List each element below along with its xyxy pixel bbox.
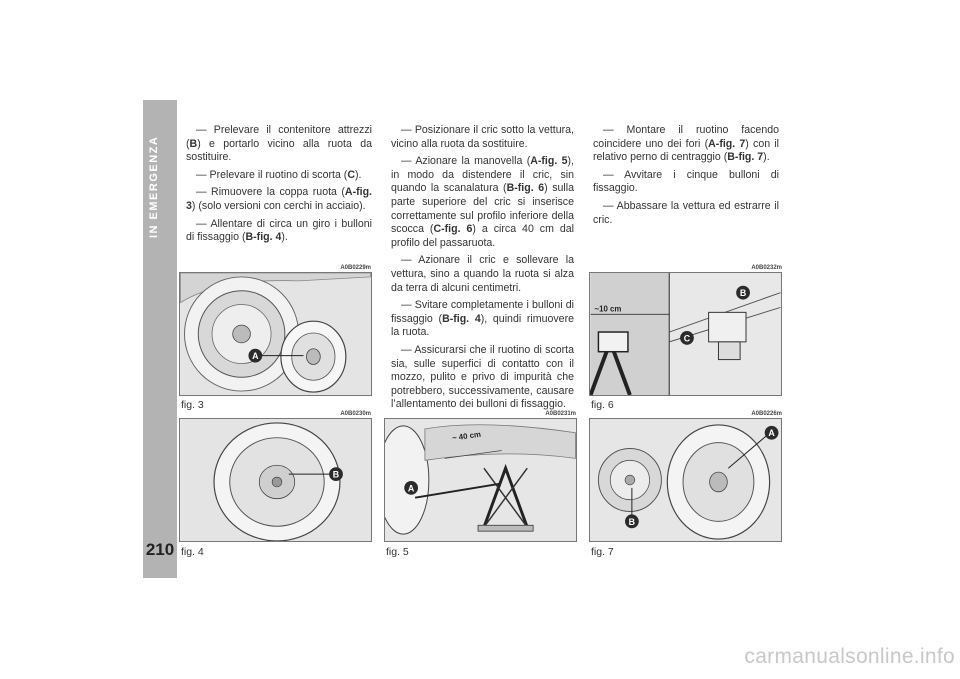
text-run: — Allentare di circa un giro i bulloni di fissaggio ( <box>186 217 372 244</box>
figure-caption-fig7: fig. 7 <box>591 546 614 558</box>
callout-a-label: A <box>407 483 415 494</box>
fig5-measure-label: ~ 40 cm <box>451 429 482 443</box>
text-run: ), quindi rimuovere la ruota. <box>391 312 574 339</box>
text-run: ). <box>763 151 770 164</box>
figure-fig5 <box>384 418 577 542</box>
figure-code-fig4: A0B0230m <box>340 411 371 417</box>
text-run: — Rimuovere la coppa ruota ( <box>196 186 345 199</box>
callout-a-label: A <box>252 351 259 362</box>
figure-reference: A-fig. 5 <box>530 155 568 168</box>
figure-code-fig6: A0B0232m <box>751 265 782 271</box>
paragraph <box>593 200 779 227</box>
callout-b-label: B <box>332 469 340 480</box>
fig6-illustration <box>590 273 781 395</box>
paragraph <box>391 299 574 340</box>
text-run: — Prelevare il ruotino di scorta ( <box>196 168 348 181</box>
text-column-2 <box>391 124 574 416</box>
text-run: ). <box>281 231 288 244</box>
figure-reference: A-fig. 7 <box>708 137 746 150</box>
figure-code-fig3: A0B0229m <box>340 265 371 271</box>
callout-b-label: B <box>628 516 636 527</box>
callout-a-label: A <box>768 428 775 439</box>
text-run: — Posizionare il cric sotto la vettura, vicino alla ruota da sostituire. <box>391 124 574 150</box>
text-run: ) con il relativo perno di centraggio ( <box>593 137 780 164</box>
section-title: IN EMERGENZA <box>148 135 160 238</box>
text-run: — Assicurarsi che il ruotino di scorta sia, sulle superfici di contatto con il mozzo, pulito e privo di impurità che potrebbero, successivamente, causare l’allentamento dei bulloni di fissaggio. <box>391 343 574 411</box>
text-run: — Azionare il cric e sollevare la vettura, sino a quando la ruota si alza da terra di alcuni centimetri. <box>391 254 574 294</box>
paragraph <box>391 254 574 295</box>
text-column-1 <box>186 124 372 249</box>
paragraph <box>593 169 779 196</box>
figure-reference: B <box>189 137 198 150</box>
figure-reference: A-fig. 3 <box>186 186 372 212</box>
figure-fig4 <box>179 418 372 542</box>
text-run: — Avvitare i cinque bulloni di fissaggio. <box>593 168 779 195</box>
figure-reference: B-fig. 4 <box>442 312 481 325</box>
fig5-illustration <box>385 419 576 541</box>
figure-caption-fig4: fig. 4 <box>181 546 204 558</box>
figure-reference: B-fig. 4 <box>245 231 282 244</box>
fig4-illustration <box>180 419 371 541</box>
text-run: ) sulla parte superiore del cric si inserisce correttamente sul profilo inferiore della scocca ( <box>391 182 575 236</box>
figure-caption-fig5: fig. 5 <box>386 546 409 558</box>
fig7-illustration <box>590 419 781 541</box>
paragraph <box>593 124 779 165</box>
figure-fig3 <box>179 272 372 396</box>
text-column-3 <box>593 124 779 231</box>
watermark: carmanualsonline.info <box>744 645 955 668</box>
figure-fig6 <box>589 272 782 396</box>
text-run: — Abbassare la vettura ed estrarre il cric. <box>593 199 779 226</box>
paragraph <box>391 155 574 250</box>
figure-code-fig7: A0B0226m <box>751 411 782 417</box>
text-run: — Montare il ruotino facendo coincidere uno dei fori ( <box>593 124 779 150</box>
paragraph <box>186 169 372 183</box>
figure-reference: C-fig. 6 <box>433 223 473 236</box>
text-run: — Azionare la manovella ( <box>401 155 531 168</box>
text-run: ) a circa 40 cm dal profilo del passaruota. <box>391 223 575 249</box>
text-run: — Prelevare il contenitore attrezzi ( <box>186 124 372 150</box>
paragraph <box>186 186 372 213</box>
fig6-measure-label: ~10 cm <box>594 304 622 314</box>
page-number: 210 <box>145 540 175 559</box>
fig3-illustration <box>180 273 371 395</box>
figure-fig7 <box>589 418 782 542</box>
figure-reference: C <box>347 168 355 181</box>
callout-c-label: C <box>683 333 691 344</box>
paragraph <box>391 344 574 412</box>
paragraph <box>186 124 372 165</box>
figure-code-fig5: A0B0231m <box>545 411 576 417</box>
figure-caption-fig3: fig. 3 <box>181 399 204 411</box>
paragraph <box>186 218 372 245</box>
paragraph <box>391 124 574 151</box>
text-run: ), in modo da distendere il cric, sin quando la scanalatura ( <box>391 155 574 195</box>
text-run: ) e portarlo vicino alla ruota da sostituire. <box>186 137 372 164</box>
figure-caption-fig6: fig. 6 <box>591 399 614 411</box>
text-run: ) (solo versioni con cerchi in acciaio). <box>191 199 366 212</box>
text-run: ). <box>354 168 362 181</box>
callout-b-label: B <box>739 288 747 299</box>
figure-reference: B-fig. 6 <box>506 182 545 195</box>
text-run: — Svitare completamente i bulloni di fissaggio ( <box>391 299 574 325</box>
figure-reference: B-fig. 7 <box>727 151 764 164</box>
